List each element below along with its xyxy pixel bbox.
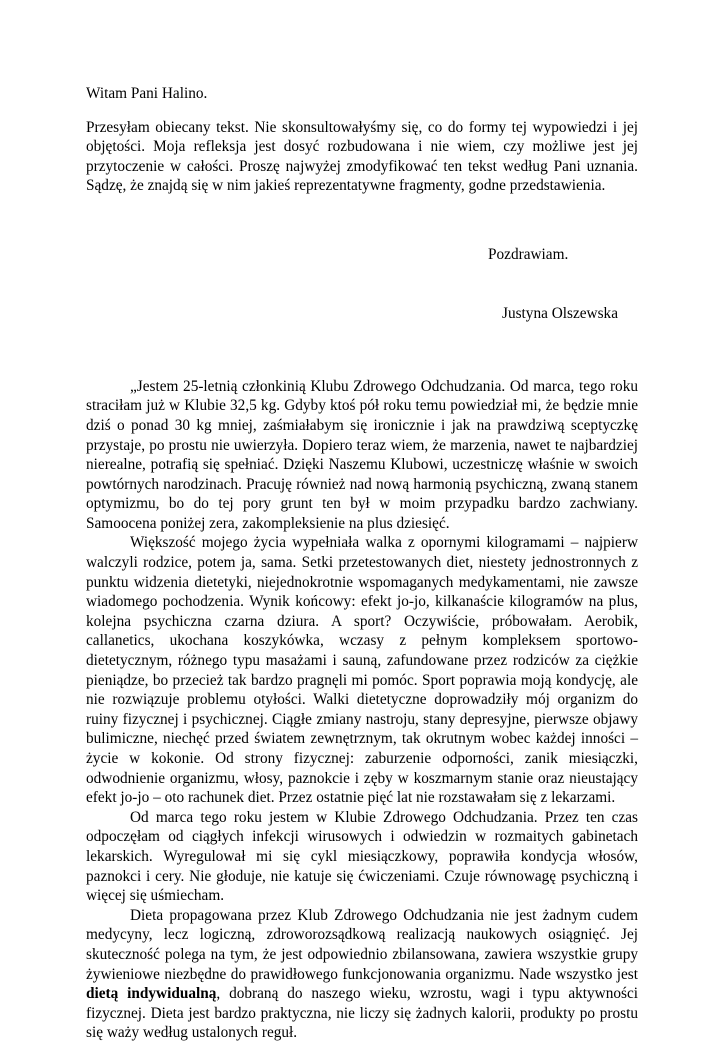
paragraph-4-text-b: , dobraną do naszego wieku, wzrostu, wagi i typu aktywności fizycznej. Dieta jest bardzo praktyczna, nie liczy się żadnych kalorii, produkty po prostu się waży według ustalonych reguł. [86, 985, 638, 1042]
letter-page [86, 84, 638, 1043]
signoff [488, 206, 638, 363]
testimony-paragraph-4 [86, 906, 638, 1043]
paragraph-4-text-a: Dieta propagowana przez Klub Zdrowego Odchudzania nie jest żadnym cudem medycyny, lecz logiczną, zdroworozsądkową realizacją naukowych osiągnięć. Jej skuteczność polega na tym, że jest odpowiednio zbilansowana, zawiera wszystkie grupy żywieniowe niezbędne do prawidłowego funkcjonowania organizmu. Nade wszystko jest [86, 906, 638, 983]
intro-paragraph: Przesyłam obiecany tekst. Nie skonsultowałyśmy się, co do formy tej wypowiedzi i jej objętości. Moja refleksja jest dosyć rozbudowana i nie wiem, czy możliwe jest jej przytoczenie w całości. Proszę najwyżej zmodyfikować ten tekst według Pani uznania. Sądzę, że znajdą się w nim jakieś reprezentatywne fragmenty, godne przedstawienia. [86, 118, 638, 195]
emphasis-individual-diet: dietą indywidualną [86, 985, 217, 1003]
greeting: Witam Pani Halino. [86, 85, 208, 102]
signature: Justyna Olszewska [502, 304, 618, 322]
closing: Pozdrawiam. [488, 246, 569, 264]
testimony-paragraph-1: „Jestem 25-letnią członkinią Klubu Zdrowego Odchudzania. Od marca, tego roku straciłam już w Klubie 32,5 kg. Gdyby ktoś pół roku temu powiedział mi, że będzie mnie dziś o ponad 30 kg mniej, zaśmiałabym się ironicznie i jak na prawdziwą sceptyczkę przystaje, po prostu nie uwierzyła. Dopiero teraz wiem, że marzenia, nawet te najbardziej nierealne, potrafią się spełniać. Dzięki Naszemu Klubowi, uczestniczę właśnie w swoich powtórnych narodzinach. Pracuję również nad nową harmonią psychiczną, zwaną stanem optymizmu, bo do tej pory grunt ten był w moim przypadku bardzo zachwiany. Samoocena poniżej zera, zakompleksienie na plus dziesięć. [86, 377, 638, 532]
testimony-paragraph-2: Większość mojego życia wypełniała walka z opornymi kilogramami – najpierw walczyli rodzice, potem ja, sama. Setki przetestowanych diet, niestety jednostronnych z punktu widzenia dietetyki, niejednokrotnie wspomaganych medykamentami, nie zawsze wiadomego pochodzenia. Wynik końcowy: efekt jo-jo, kilkanaście kilogramów na plus, kolejna psychiczna czarna dziura. A sport? Oczywiście, próbowałam. Aerobik, callanetics, ukochana koszykówka, wczasy z pełnym kompleksem sportowo-dietetycznym, różnego typu masażami i sauną, zafundowane przez rodziców za ciężkie pieniądze, bo przecież tak bardzo pragnęli mi pomóc. Sport poprawia moją kondycję, ale nie rozwiązuje problemu otyłości. Walki dietetyczne doprowadziły mój organizm do ruiny fizycznej i psychicznej. Ciągłe zmiany nastroju, stany depresyjne, pierwsze objawy bulimiczne, niechęć przed światem zewnętrznym, tak okrutnym wobec każdej inności – życie w kokonie. Od strony fizycznej: zaburzenie odporności, zanik miesiączki, odwodnienie organizmu, włosy, paznokcie i zęby w koszmarnym stanie oraz nieustający efekt jo-jo – oto rachunek diet. Przez ostatnie pięć lat nie rozstawałam się z lekarzami. [86, 534, 638, 807]
testimony-paragraph-3: Od marca tego roku jestem w Klubie Zdrowego Odchudzania. Przez ten czas odpoczęłam od ciągłych infekcji wirusowych i odwiedzin w rozmaitych gabinetach lekarskich. Wyregulował mi się cykl miesiączkowy, poprawiła kondycja włosów, paznokci i cery. Nie głoduje, nie katuje się ćwiczeniami. Czuje równowagę psychiczną i więcej się uśmiecham. [86, 808, 638, 905]
